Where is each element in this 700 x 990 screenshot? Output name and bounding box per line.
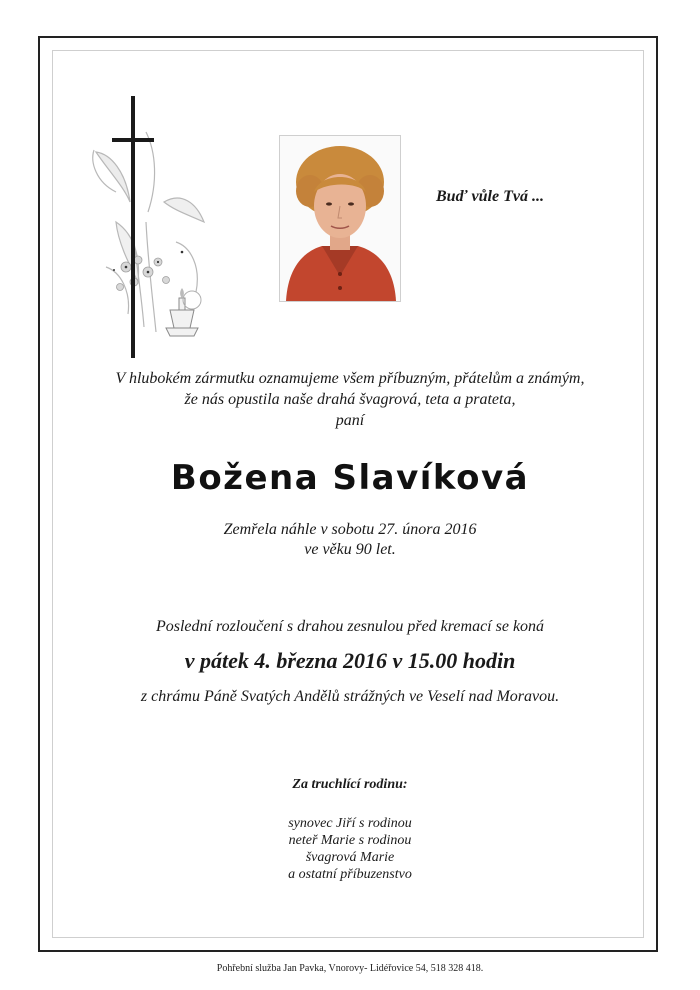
death-age: ve věku 90 let. bbox=[304, 541, 396, 558]
announcement bbox=[60, 368, 640, 431]
family-heading: Za truchlící rodinu: bbox=[292, 777, 408, 792]
family-list bbox=[60, 815, 640, 883]
announcement-line: paní bbox=[335, 412, 365, 429]
ceremony-place: z chrámu Páně Svatých Andělů strážných ve Veselí nad Moravou. bbox=[140, 688, 560, 705]
death-date: Zemřela náhle v sobotu 27. února 2016 bbox=[223, 521, 477, 538]
family-member: a ostatní příbuzenstvo bbox=[288, 867, 412, 882]
announcement-line: V hlubokém zármutku oznamujeme všem příbuzným, přátelům a známým, bbox=[115, 370, 585, 387]
deceased-name: Božena Slavíková bbox=[170, 458, 530, 498]
funeral-service-footer: Pohřební služba Jan Pavka, Vnorovy- Lidéřovice 54, 518 328 418. bbox=[216, 963, 484, 974]
family-member: synovec Jiří s rodinou bbox=[288, 816, 412, 831]
death-info bbox=[60, 520, 640, 560]
announcement-line: že nás opustila naše drahá švagrová, teta a prateta, bbox=[184, 391, 516, 408]
family-member: neteř Marie s rodinou bbox=[288, 833, 412, 848]
farewell-intro: Poslední rozloučení s drahou zesnulou před kremací se koná bbox=[155, 618, 545, 635]
family-member: švagrová Marie bbox=[305, 850, 395, 865]
portrait-photo bbox=[279, 135, 401, 302]
motto: Buď vůle Tvá ... bbox=[436, 188, 544, 205]
cross-lily-candle-icon bbox=[86, 92, 226, 360]
ceremony-datetime: v pátek 4. března 2016 v 15.00 hodin bbox=[184, 648, 516, 673]
